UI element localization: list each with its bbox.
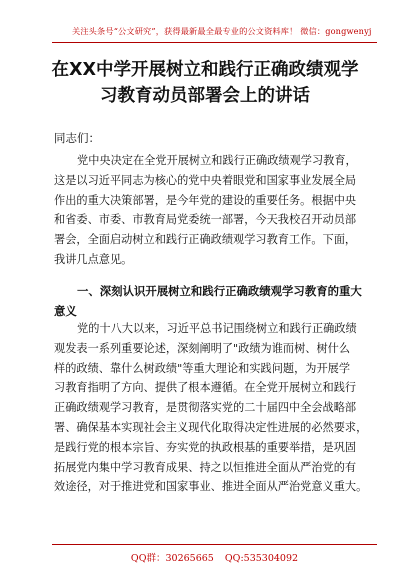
- title-line-1: 在XX中学开展树立和践行正确政绩观学: [51, 60, 359, 80]
- text-line: 是践行党的根本宗旨、夯实党的执政根基的重要举措，是巩固: [54, 440, 357, 454]
- footer-qq: QQ:535304092: [224, 553, 299, 564]
- paragraph-intro: [54, 151, 369, 270]
- text-line: 习教育指明了方向、提供了根本遵循。在全党开展树立和践行: [54, 381, 357, 395]
- text-line: 党中央决定在全党开展树立和践行正确政绩观学习教育，: [77, 154, 357, 167]
- footer-contact: [52, 550, 377, 564]
- text-line: 和省委、市委、市教育局党委统一部署，今天我校召开动员部: [54, 213, 357, 227]
- text-line: 党的十八大以来，习近平总书记围绕树立和践行正确政绩: [77, 322, 357, 335]
- section-heading: [54, 282, 374, 322]
- text-line: 观发表一系列重要论述，深刻阐明了"政绩为谁而树、树什么: [54, 341, 351, 355]
- text-line: 署会，全面启动树立和践行正确政绩观学习教育工作。下面，: [54, 233, 357, 247]
- title-line-2: 习教育动员部署会上的讲话: [100, 86, 310, 106]
- paragraph-significance: [54, 319, 369, 497]
- salutation: 同志们：: [54, 131, 100, 145]
- text-line: 拓展党内集中学习教育成果、持之以恒推进全面从严治党的有: [54, 460, 357, 474]
- document-title: [40, 57, 370, 109]
- text-line: 署、确保基本实现社会主义现代化取得决定性进展的必然要求，: [54, 420, 368, 434]
- text-line: 这是以习近平同志为核心的党中央着眼党和国家事业发展全局: [54, 173, 357, 187]
- text-line: 效途径，对于推进党和国家事业、推进全面从严治党意义重大。: [54, 480, 368, 494]
- heading-line-2: 意义: [54, 303, 77, 318]
- footer-qq-group: QQ群：30265665: [130, 553, 214, 564]
- header-promo-text: 关注头条号“公文研究”，获得最新最全最专业的公文资料库！ 微信：gongwenyj: [72, 26, 372, 36]
- text-line: 样的政绩、靠什么树政绩"等重大理论和实践问题，为开展学: [54, 361, 351, 375]
- text-line: 正确政绩观学习教育，是贯彻落实党的二十届四中全会战略部: [54, 401, 357, 415]
- text-line: 作出的重大决策部署，是今年党的建设的重要任务。根据中央: [54, 193, 357, 207]
- header-divider: [52, 42, 377, 43]
- text-line: 我讲几点意见。: [54, 252, 133, 266]
- footer-divider: [52, 544, 377, 545]
- heading-line-1: 一、深刻认识开展树立和践行正确政绩观学习教育的重大: [77, 284, 362, 298]
